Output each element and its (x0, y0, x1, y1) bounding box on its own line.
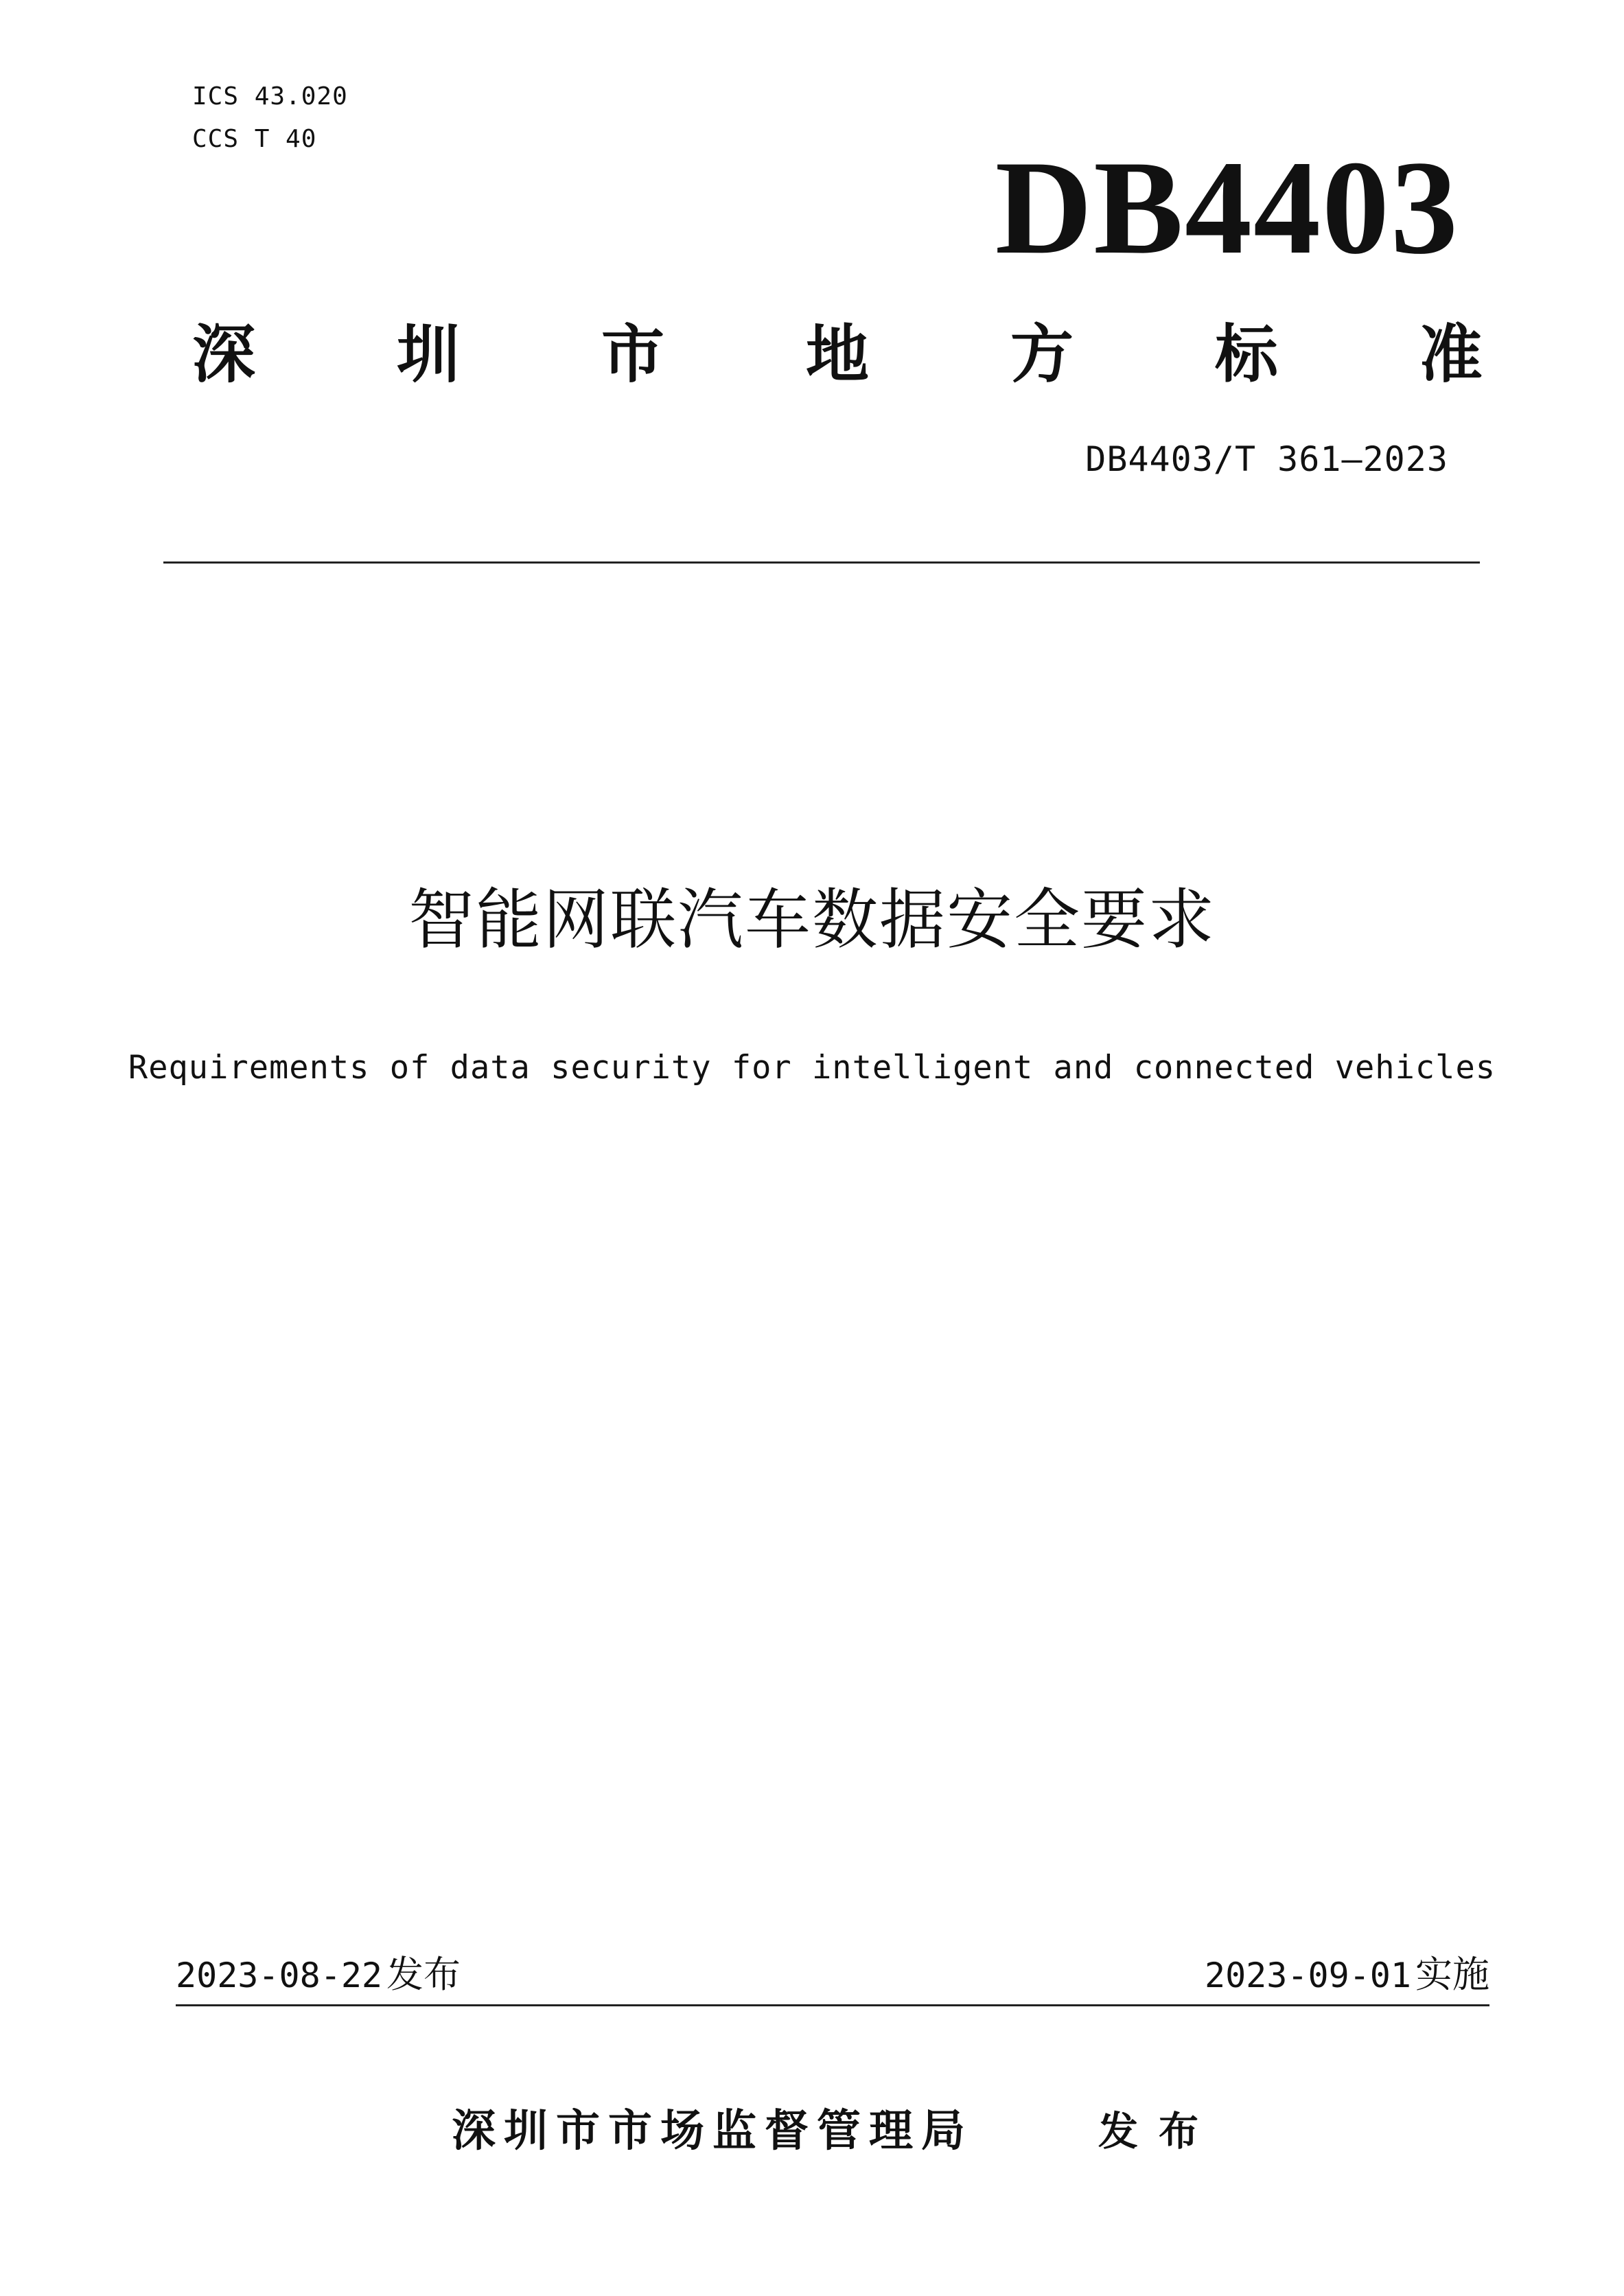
standard-type-char: 方 (1010, 318, 1074, 391)
ics-code: ICS 43.020 (192, 82, 348, 111)
standard-code-large: DB4403 (995, 133, 1459, 282)
issue-label: 发布 (386, 1953, 461, 1996)
standard-type-char: 准 (1419, 318, 1483, 391)
effective-label: 实施 (1415, 1953, 1489, 1996)
standard-type-char: 地 (805, 318, 869, 391)
header-divider (163, 561, 1480, 564)
standard-type-char: 市 (601, 318, 664, 391)
effective-date-block (1205, 1951, 1489, 1999)
document-title-english: Requirements of data security for intelligent and connected vehicles (128, 1049, 1496, 1087)
standard-number: DB4403/T 361—2023 (1085, 439, 1448, 479)
footer-divider (176, 2004, 1489, 2006)
standard-type-char: 圳 (396, 318, 460, 391)
standard-type-heading (192, 317, 1483, 393)
standard-type-char: 深 (192, 318, 256, 391)
effective-date: 2023-09-01 (1204, 1956, 1411, 1995)
issuer-action-label: 发布 (1098, 2108, 1220, 2155)
standard-type-char: 标 (1214, 318, 1278, 391)
issuing-authority: 深圳市市场监督管理局 (452, 2106, 973, 2157)
issue-date-block (176, 1951, 461, 1999)
ccs-code: CCS T 40 (192, 125, 317, 153)
document-title-chinese: 智能网联汽车数据安全要求 (408, 881, 1216, 958)
issue-date: 2023-08-22 (176, 1956, 383, 1995)
